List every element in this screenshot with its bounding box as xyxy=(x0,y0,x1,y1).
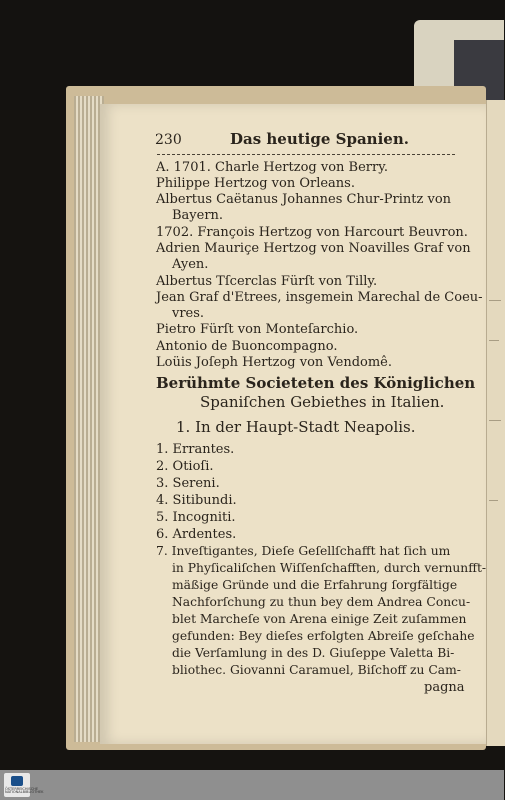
society-item: 6. Ardentes. xyxy=(156,527,237,542)
entry-line: Adrien Mauriçe Hertzog von Noavilles Graf von xyxy=(156,241,471,256)
paragraph-line: blet Marcheſe von Arena einige Zeit zuſammen xyxy=(172,612,467,626)
society-item: 5. Incogniti. xyxy=(156,510,236,525)
header-rule xyxy=(157,154,455,155)
society-item: 2. Otioſi. xyxy=(156,459,214,474)
facing-page-strip xyxy=(486,100,505,746)
library-logo-text: ÖSTERREICHISCHE NATIONALBIBLIOTHEK xyxy=(5,787,44,794)
entry-line: Pietro Fürſt von Monteſarchio. xyxy=(156,322,359,337)
entry-line: Bayern. xyxy=(172,208,224,223)
facing-page-text-line xyxy=(489,500,498,501)
page-header xyxy=(155,132,455,150)
paragraph-line: 7. Inveſtigantes, Dieſe Geſellſchafft hat ſich um xyxy=(156,544,451,558)
entry-line: Philippe Hertzog von Orleans. xyxy=(156,176,355,191)
entry-line: Loüis Joſeph Hertzog von Vendomê. xyxy=(156,355,392,370)
society-item: 3. Sereni. xyxy=(156,476,220,491)
section-heading: Berühmte Societeten des Königlichen xyxy=(156,374,476,392)
paragraph-line: die Verſamlung in des D. Giuſeppe Valetta Bi- xyxy=(172,646,455,660)
paragraph-line: Nachforſchung zu thun bey dem Andrea Concu- xyxy=(172,595,471,609)
entry-line: Albertus Tſcerclas Fürſt von Tilly. xyxy=(156,274,378,289)
city-subheading: 1. In der Haupt-Stadt Neapolis. xyxy=(176,418,416,436)
entry-line: Albertus Caëtanus Johannes Chur-Printz von xyxy=(156,192,452,207)
facing-page-text-line xyxy=(489,340,499,341)
entry-line: vres. xyxy=(172,306,205,321)
library-logo[interactable] xyxy=(4,773,44,797)
viewer-footer-bar xyxy=(0,770,504,800)
paragraph-line: in Phyſicaliſchen Wiſſenſchafften, durch vernunfft- xyxy=(172,561,487,575)
society-item: 1. Errantes. xyxy=(156,442,235,457)
entry-line: Antonio de Buoncompagno. xyxy=(156,339,338,354)
entry-line: Jean Graf d'Etrees, insgemein Marechal de Coeu- xyxy=(156,290,483,305)
paragraph-line: mäßige Gründe und die Erfahrung ſorgfältige xyxy=(172,578,458,592)
catchword: pagna xyxy=(424,680,465,695)
facing-page-text-line xyxy=(489,300,501,301)
page-number: 230 xyxy=(155,132,182,148)
society-item: 4. Sitibundi. xyxy=(156,493,237,508)
library-logo-icon xyxy=(11,776,23,786)
entry-line: Ayen. xyxy=(172,257,209,272)
paragraph-line: bliothec. Giovanni Caramuel, Biſchoff zu Cam- xyxy=(172,663,461,677)
running-title: Das heutige Spanien. xyxy=(230,130,409,148)
entry-line: A. 1701. Charle Hertzog von Berry. xyxy=(156,160,388,175)
paragraph-line: gefunden: Bey dieſes erfolgten Abreiſe geſchahe xyxy=(172,629,475,643)
facing-page-text-line xyxy=(489,420,501,421)
entry-line: 1702. François Hertzog von Harcourt Beuvron. xyxy=(156,225,468,240)
section-heading: Spaniſchen Gebiethes in Italien. xyxy=(200,393,445,411)
